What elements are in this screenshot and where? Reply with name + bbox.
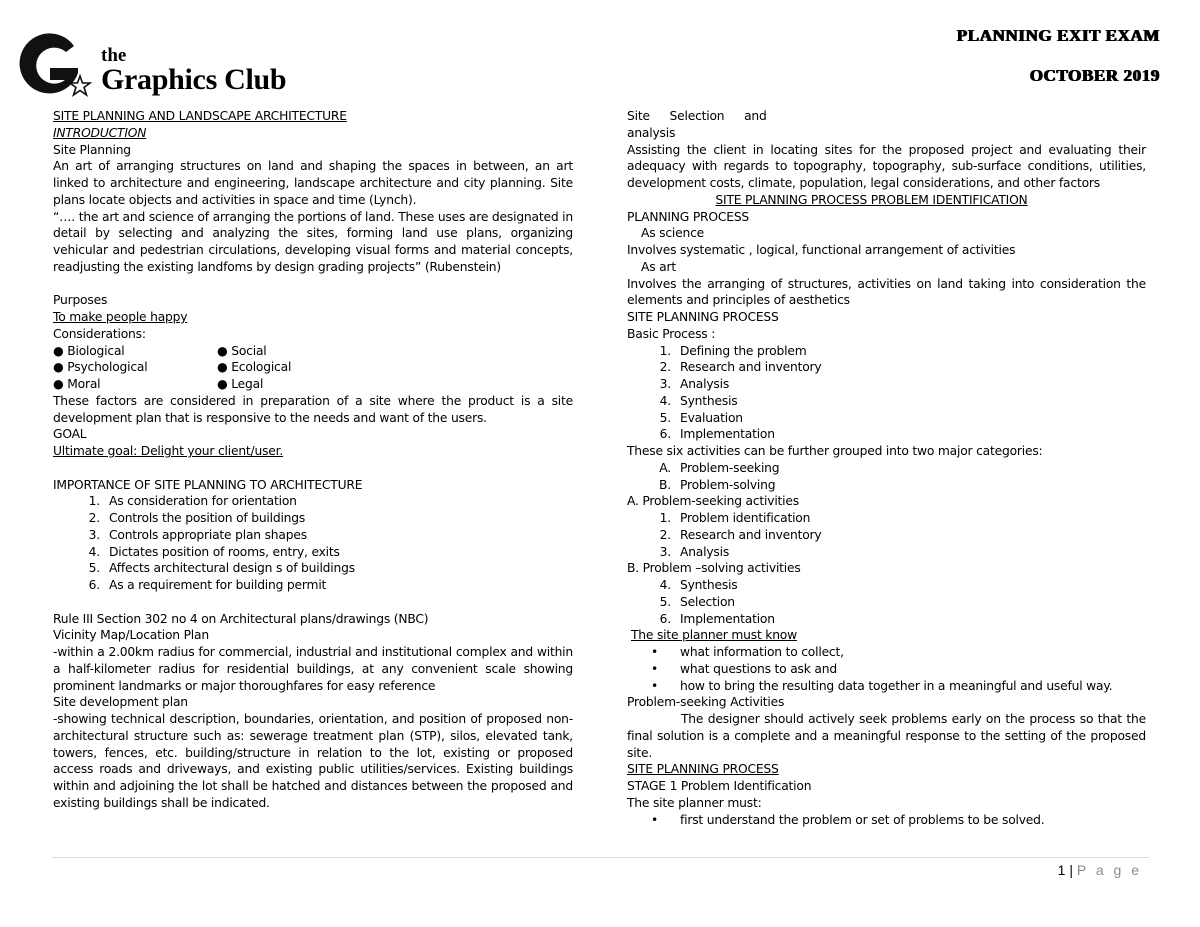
- grouped-text: These six activities can be further grouped into two major categories:: [627, 444, 1043, 458]
- list-item: 6. As a requirement for building permit: [88, 578, 327, 592]
- spp2-heading: SITE PLANNING PROCESS: [627, 762, 779, 777]
- purposes-text: To make people happy: [53, 310, 188, 324]
- left-column: [53, 108, 573, 812]
- list-item: 3. Controls appropriate plan shapes: [88, 527, 307, 542]
- considerations-row: [53, 376, 573, 393]
- science-text: Involves systematic , logical, functional arrangement of activities: [627, 243, 1016, 257]
- footer-divider: [52, 857, 1149, 858]
- consideration-item: ● Biological: [53, 343, 125, 358]
- list-item: 1. As consideration for orientation: [88, 494, 297, 509]
- considerations-heading: Considerations:: [53, 326, 146, 341]
- list-item: 2. Research and inventory: [659, 527, 822, 542]
- problem-solving-heading: B. Problem –solving activities: [627, 561, 801, 576]
- list-item: • what information to collect,: [651, 645, 844, 659]
- vicinity-heading: Vicinity Map/Location Plan: [53, 628, 209, 643]
- site-selection-text: Assisting the client in locating sites for the proposed project and evaluating their adequacy with regards to topography, topography, sub-surface conditions, utilities, development costs, climate, population, legal considerations, and other factors: [627, 142, 1146, 190]
- exam-date: OCTOBER 2019: [1029, 66, 1160, 85]
- goal-text: Ultimate goal: Delight your client/user.: [53, 444, 284, 458]
- list-item: 2. Research and inventory: [659, 360, 822, 375]
- stage-heading: STAGE 1 Problem Identification: [627, 779, 812, 793]
- page-number-value: 1: [1057, 862, 1066, 878]
- site-selection-heading: Site Selection and: [627, 109, 767, 123]
- consideration-item: ● Social: [217, 343, 267, 358]
- logo-the-text: the: [101, 45, 127, 66]
- list-item: 5. Affects architectural design s of buildings: [88, 561, 355, 576]
- basic-process-heading: Basic Process :: [627, 326, 716, 341]
- goal-heading: GOAL: [53, 427, 87, 442]
- list-item: • what questions to ask and: [651, 661, 837, 676]
- purposes-heading: Purposes: [53, 293, 108, 308]
- list-item: 5. Selection: [659, 594, 735, 609]
- introduction-heading: INTRODUCTION: [53, 125, 147, 140]
- consideration-item: ● Legal: [217, 377, 264, 391]
- must-know-heading: The site planner must know: [631, 628, 797, 643]
- definition-rubenstein: “…. the art and science of arranging the portions of land. These uses are designated in detail by selecting and analyzing the sites, forming land use plans, organizing vehicular and pedestrian circulations, developing visual forms and material concepts, readjusting the existing landfoms by design grading projects” (Rubenstein): [53, 209, 573, 274]
- as-science: As science: [641, 226, 704, 241]
- problem-seeking-heading: A. Problem-seeking activities: [627, 494, 799, 509]
- importance-heading: IMPORTANCE OF SITE PLANNING TO ARCHITECTURE: [53, 477, 363, 492]
- list-item: 4. Synthesis: [659, 393, 738, 408]
- vicinity-text: -within a 2.00km radius for commercial, industrial and institutional complex and within a half-kilometer radius for residential buildings, at any convenient scale showing prominent landmarks or major thoroughfares for easy reference: [53, 645, 573, 693]
- planning-process-heading: PLANNING PROCESS: [627, 209, 750, 224]
- page-label: P a g e: [1076, 862, 1142, 878]
- definition-lynch: An art of arranging structures on land and shaping the spaces in between, an art linked to architecture and engineering, landscape architecture and city planning. Site plans locate objects and activities in space and time (Lynch).: [53, 159, 573, 207]
- art-text: Involves the arranging of structures, activities on land taking into consideration the elements and principles of aesthetics: [627, 276, 1146, 308]
- consideration-item: ● Ecological: [217, 360, 292, 375]
- psa-heading: Problem-seeking Activities: [627, 695, 785, 710]
- site-selection-heading-2: analysis: [627, 125, 676, 140]
- page-number: [1058, 862, 1142, 878]
- right-column: [627, 108, 1146, 828]
- list-item: 1. Problem identification: [659, 511, 811, 525]
- problem-identification-heading: SITE PLANNING PROCESS PROBLEM IDENTIFICATION: [715, 192, 1028, 207]
- consideration-item: ● Moral: [53, 377, 101, 391]
- rule-heading: Rule III Section 302 no 4 on Architectural plans/drawings (NBC): [53, 611, 429, 626]
- list-item: 5. Evaluation: [659, 410, 743, 425]
- considerations-row: [53, 359, 573, 376]
- graphics-club-logo: [8, 28, 298, 100]
- list-item: A. Problem-seeking: [659, 460, 780, 475]
- sdp-text: -showing technical description, boundaries, orientation, and position of proposed non- architectural structure such as: sewerage treatment plan (STP), silos, elevated tank, towers, fences, etc. building/structure in relation to the lot, existing or proposed access roads and driveways, and existing public utilities/services. Existing buildings within and adjoining the lot shall be hatched and distances between the proposed and existing buildings shall be indicated.: [53, 712, 573, 810]
- section-title: SITE PLANNING AND LANDSCAPE ARCHITECTURE: [53, 109, 347, 123]
- list-item: 3. Analysis: [659, 377, 730, 391]
- list-item: 2. Controls the position of buildings: [88, 511, 306, 525]
- considerations-row: [53, 343, 573, 360]
- list-item: 6. Implementation: [659, 427, 775, 442]
- list-item: • how to bring the resulting data together in a meaningful and useful way.: [651, 678, 1113, 693]
- list-item: 1. Defining the problem: [659, 343, 807, 358]
- consideration-item: ● Psychological: [53, 360, 148, 375]
- as-art: As art: [641, 259, 676, 274]
- list-item: 4. Dictates position of rooms, entry, exits: [88, 544, 340, 559]
- planner-must-heading: The site planner must:: [627, 795, 762, 810]
- sdp-heading: Site development plan: [53, 695, 188, 710]
- g-logo-icon: [8, 28, 103, 103]
- psa-text: The designer should actively seek problems early on the process so that the final solution is a complete and a meaningful response to the setting of the proposed site.: [627, 712, 1146, 760]
- logo-club-name: Graphics Club: [101, 63, 287, 96]
- page-separator: |: [1069, 862, 1073, 878]
- spp-heading: SITE PLANNING PROCESS: [627, 310, 779, 324]
- list-item: 3. Analysis: [659, 544, 730, 559]
- list-item: • first understand the problem or set of problems to be solved.: [651, 812, 1045, 827]
- factors-text: These factors are considered in preparation of a site where the product is a site development plan that is responsive to the needs and want of the users.: [53, 393, 573, 425]
- list-item: B. Problem-solving: [659, 477, 776, 492]
- list-item: 4. Synthesis: [659, 578, 738, 592]
- list-item: 6. Implementation: [659, 611, 775, 626]
- site-planning-heading: Site Planning: [53, 142, 131, 157]
- exam-title: PLANNING EXIT EXAM: [956, 26, 1160, 45]
